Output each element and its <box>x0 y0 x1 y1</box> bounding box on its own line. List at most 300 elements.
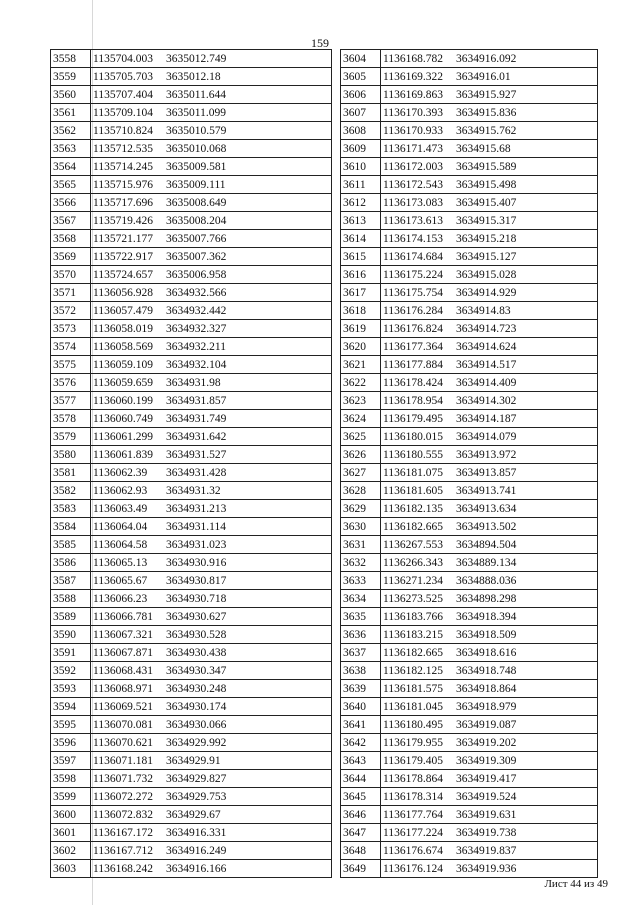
point-coordinates <box>381 788 598 806</box>
point-coordinates <box>381 572 598 590</box>
coordinate-y: 3634930.248 <box>166 682 227 695</box>
coordinate-x: 1136178.424 <box>383 376 443 389</box>
coordinate-y: 3634914.079 <box>456 430 517 443</box>
coordinate-x: 1136057.479 <box>93 304 153 317</box>
table-row <box>51 104 332 122</box>
coordinate-x: 1136178.864 <box>383 772 443 785</box>
point-coordinates <box>381 212 598 230</box>
table-row <box>51 716 332 734</box>
point-number: 3641 <box>341 716 381 734</box>
table-row <box>341 842 598 860</box>
coordinate-x: 1136181.605 <box>383 484 443 497</box>
coordinate-y: 3635012.18 <box>166 70 221 83</box>
point-number: 3588 <box>51 590 91 608</box>
table-row <box>341 734 598 752</box>
coordinate-x: 1136176.124 <box>383 862 443 875</box>
point-coordinates <box>381 482 598 500</box>
coordinate-y: 3634919.936 <box>456 862 517 875</box>
coordinate-y: 3634930.174 <box>166 700 227 713</box>
point-number: 3642 <box>341 734 381 752</box>
point-coordinates <box>91 446 332 464</box>
point-number: 3610 <box>341 158 381 176</box>
coordinate-x: 1136182.135 <box>383 502 443 515</box>
coordinate-x: 1136065.13 <box>93 556 148 569</box>
point-coordinates <box>381 176 598 194</box>
point-number: 3637 <box>341 644 381 662</box>
table-row <box>341 140 598 158</box>
point-number: 3617 <box>341 284 381 302</box>
coordinate-y: 3634930.916 <box>166 556 227 569</box>
coordinate-x: 1135704.003 <box>93 52 153 65</box>
coordinate-y: 3634929.992 <box>166 736 227 749</box>
point-number: 3609 <box>341 140 381 158</box>
point-coordinates <box>91 140 332 158</box>
point-coordinates <box>91 824 332 842</box>
coordinate-x: 1136065.67 <box>93 574 148 587</box>
point-coordinates <box>381 608 598 626</box>
point-coordinates <box>91 68 332 86</box>
point-coordinates <box>381 734 598 752</box>
coordinate-y: 3635008.204 <box>166 214 227 227</box>
point-number: 3606 <box>341 86 381 104</box>
coordinate-x: 1136180.015 <box>383 430 443 443</box>
sheet-counter: Лист 44 из 49 <box>544 878 608 890</box>
point-number: 3580 <box>51 446 91 464</box>
table-row <box>341 50 598 68</box>
point-number: 3648 <box>341 842 381 860</box>
table-row <box>341 410 598 428</box>
coordinate-y: 3634914.302 <box>456 394 517 407</box>
point-coordinates <box>91 644 332 662</box>
coordinate-y: 3634915.317 <box>456 214 517 227</box>
coordinate-y: 3634931.32 <box>166 484 221 497</box>
coordinate-y: 3634914.409 <box>456 376 517 389</box>
coordinate-x: 1136181.045 <box>383 700 443 713</box>
coordinate-x: 1136267.553 <box>383 538 443 551</box>
point-coordinates <box>91 266 332 284</box>
coordinate-x: 1136177.884 <box>383 358 443 371</box>
point-number: 3638 <box>341 662 381 680</box>
point-coordinates <box>91 464 332 482</box>
table-row <box>51 788 332 806</box>
point-coordinates <box>91 482 332 500</box>
point-coordinates <box>381 662 598 680</box>
point-number: 3583 <box>51 500 91 518</box>
coordinate-x: 1136168.782 <box>383 52 443 65</box>
table-row <box>51 392 332 410</box>
coordinate-y: 3634889.134 <box>456 556 517 569</box>
point-number: 3559 <box>51 68 91 86</box>
point-number: 3602 <box>51 842 91 860</box>
point-number: 3592 <box>51 662 91 680</box>
coordinate-x: 1135715.976 <box>93 178 153 191</box>
table-row <box>51 50 332 68</box>
table-row <box>51 140 332 158</box>
table-row <box>341 752 598 770</box>
point-coordinates <box>381 230 598 248</box>
point-number: 3603 <box>51 860 91 878</box>
coordinate-x: 1136070.621 <box>93 736 153 749</box>
point-number: 3605 <box>341 68 381 86</box>
table-row <box>51 248 332 266</box>
point-number: 3643 <box>341 752 381 770</box>
table-row <box>51 644 332 662</box>
point-number: 3562 <box>51 122 91 140</box>
coordinate-y: 3634913.634 <box>456 502 517 515</box>
coordinate-x: 1136176.824 <box>383 322 443 335</box>
point-number: 3585 <box>51 536 91 554</box>
coordinate-y: 3634898.298 <box>456 592 517 605</box>
point-coordinates <box>381 392 598 410</box>
point-number: 3633 <box>341 572 381 590</box>
coordinate-y: 3634915.498 <box>456 178 517 191</box>
table-row <box>51 680 332 698</box>
point-number: 3625 <box>341 428 381 446</box>
coordinate-x: 1136273.525 <box>383 592 443 605</box>
table-row <box>51 212 332 230</box>
table-row <box>341 248 598 266</box>
coordinate-x: 1136180.555 <box>383 448 443 461</box>
coordinate-y: 3634914.723 <box>456 322 517 335</box>
coordinate-y: 3634915.028 <box>456 268 517 281</box>
point-number: 3576 <box>51 374 91 392</box>
table-row <box>341 104 598 122</box>
table-row <box>341 680 598 698</box>
point-number: 3568 <box>51 230 91 248</box>
coordinate-x: 1136064.04 <box>93 520 148 533</box>
point-number: 3645 <box>341 788 381 806</box>
coordinate-y: 3634919.087 <box>456 718 517 731</box>
coordinate-y: 3634915.589 <box>456 160 517 173</box>
point-number: 3577 <box>51 392 91 410</box>
table-row <box>51 266 332 284</box>
point-number: 3631 <box>341 536 381 554</box>
point-coordinates <box>91 212 332 230</box>
table-row <box>51 608 332 626</box>
point-number: 3632 <box>341 554 381 572</box>
coordinate-x: 1136177.364 <box>383 340 443 353</box>
point-number: 3586 <box>51 554 91 572</box>
table-row <box>341 356 598 374</box>
table-row <box>51 176 332 194</box>
point-coordinates <box>91 770 332 788</box>
coordinate-y: 3634914.83 <box>456 304 511 317</box>
coordinate-x: 1135709.104 <box>93 106 153 119</box>
point-coordinates <box>381 554 598 572</box>
point-number: 3566 <box>51 194 91 212</box>
coordinate-y: 3634915.927 <box>456 88 517 101</box>
table-row <box>51 734 332 752</box>
point-number: 3646 <box>341 806 381 824</box>
coordinate-x: 1136070.081 <box>93 718 153 731</box>
point-coordinates <box>381 500 598 518</box>
coordinate-y: 3634932.327 <box>166 322 227 335</box>
point-number: 3647 <box>341 824 381 842</box>
coordinate-y: 3635011.644 <box>166 88 226 101</box>
point-number: 3635 <box>341 608 381 626</box>
point-coordinates <box>91 608 332 626</box>
coordinate-y: 3634930.817 <box>166 574 227 587</box>
table-row <box>51 752 332 770</box>
table-row <box>51 860 332 878</box>
table-row <box>341 482 598 500</box>
coordinates-table-right <box>340 49 598 878</box>
point-number: 3589 <box>51 608 91 626</box>
point-coordinates <box>91 302 332 320</box>
coordinate-y: 3634915.836 <box>456 106 517 119</box>
coordinates-table-left-body <box>51 50 332 878</box>
coordinate-y: 3634913.741 <box>456 484 517 497</box>
point-coordinates <box>91 842 332 860</box>
point-number: 3591 <box>51 644 91 662</box>
point-coordinates <box>91 374 332 392</box>
coordinate-y: 3634918.864 <box>456 682 517 695</box>
coordinate-x: 1136172.003 <box>383 160 443 173</box>
coordinate-y: 3634931.023 <box>166 538 227 551</box>
table-row <box>51 446 332 464</box>
coordinate-y: 3634919.631 <box>456 808 517 821</box>
point-coordinates <box>91 248 332 266</box>
point-number: 3600 <box>51 806 91 824</box>
point-coordinates <box>381 428 598 446</box>
point-coordinates <box>381 374 598 392</box>
table-row <box>341 860 598 878</box>
point-number: 3575 <box>51 356 91 374</box>
point-coordinates <box>381 122 598 140</box>
table-row <box>341 212 598 230</box>
coordinate-y: 3634932.566 <box>166 286 227 299</box>
table-row <box>341 608 598 626</box>
coordinate-x: 1135724.657 <box>93 268 153 281</box>
coordinate-x: 1136066.23 <box>93 592 148 605</box>
coordinate-x: 1136183.766 <box>383 610 443 623</box>
point-number: 3564 <box>51 158 91 176</box>
point-number: 3567 <box>51 212 91 230</box>
table-row <box>341 824 598 842</box>
table-row <box>341 122 598 140</box>
coordinate-x: 1136061.299 <box>93 430 153 443</box>
point-number: 3582 <box>51 482 91 500</box>
coordinate-x: 1136072.832 <box>93 808 153 821</box>
point-number: 3581 <box>51 464 91 482</box>
table-row <box>51 194 332 212</box>
point-coordinates <box>91 284 332 302</box>
coordinate-x: 1136169.863 <box>383 88 443 101</box>
table-row <box>341 338 598 356</box>
coordinate-x: 1136068.971 <box>93 682 153 695</box>
point-coordinates <box>381 716 598 734</box>
point-coordinates <box>91 356 332 374</box>
coordinate-x: 1136171.473 <box>383 142 443 155</box>
table-row <box>341 806 598 824</box>
coordinate-y: 3634931.428 <box>166 466 227 479</box>
coordinate-x: 1136064.58 <box>93 538 148 551</box>
point-coordinates <box>381 194 598 212</box>
point-number: 3594 <box>51 698 91 716</box>
point-coordinates <box>381 248 598 266</box>
coordinate-y: 3634931.114 <box>166 520 226 533</box>
table-row <box>341 554 598 572</box>
point-number: 3578 <box>51 410 91 428</box>
coordinate-y: 3634931.527 <box>166 448 227 461</box>
table-row <box>341 536 598 554</box>
coordinate-x: 1136266.343 <box>383 556 443 569</box>
coordinate-y: 3634930.718 <box>166 592 227 605</box>
point-coordinates <box>91 734 332 752</box>
point-number: 3627 <box>341 464 381 482</box>
coordinate-y: 3635010.579 <box>166 124 227 137</box>
table-row <box>51 662 332 680</box>
coordinate-x: 1136060.199 <box>93 394 153 407</box>
coordinate-x: 1136167.712 <box>93 844 153 857</box>
point-coordinates <box>91 50 332 68</box>
point-coordinates <box>381 338 598 356</box>
table-row <box>341 68 598 86</box>
table-row <box>341 230 598 248</box>
coordinate-x: 1136271.234 <box>383 574 443 587</box>
coordinate-x: 1136181.575 <box>383 682 443 695</box>
table-row <box>341 500 598 518</box>
point-coordinates <box>91 590 332 608</box>
coordinate-y: 3634931.749 <box>166 412 227 425</box>
point-number: 3596 <box>51 734 91 752</box>
point-coordinates <box>91 194 332 212</box>
coordinate-x: 1136058.019 <box>93 322 153 335</box>
table-row <box>51 806 332 824</box>
coordinate-y: 3635007.362 <box>166 250 227 263</box>
point-number: 3573 <box>51 320 91 338</box>
coordinate-y: 3634913.857 <box>456 466 517 479</box>
coordinate-x: 1136182.125 <box>383 664 443 677</box>
point-coordinates <box>91 626 332 644</box>
coordinate-x: 1136174.684 <box>383 250 443 263</box>
point-coordinates <box>381 356 598 374</box>
point-coordinates <box>91 410 332 428</box>
point-coordinates <box>381 68 598 86</box>
coordinate-y: 3634916.249 <box>166 844 227 857</box>
point-number: 3607 <box>341 104 381 122</box>
table-row <box>341 428 598 446</box>
coordinate-x: 1136173.083 <box>383 196 443 209</box>
table-row <box>51 770 332 788</box>
coordinate-x: 1136068.431 <box>93 664 153 677</box>
point-coordinates <box>91 338 332 356</box>
coordinate-y: 3634918.616 <box>456 646 517 659</box>
coordinate-y: 3634916.01 <box>456 70 511 83</box>
point-number: 3620 <box>341 338 381 356</box>
point-number: 3623 <box>341 392 381 410</box>
coordinate-y: 3635009.111 <box>166 178 226 191</box>
point-number: 3595 <box>51 716 91 734</box>
point-coordinates <box>91 536 332 554</box>
coordinate-x: 1135714.245 <box>93 160 153 173</box>
point-coordinates <box>91 86 332 104</box>
table-row <box>341 320 598 338</box>
table-row <box>341 284 598 302</box>
table-row <box>51 338 332 356</box>
coordinates-table-left <box>50 49 332 878</box>
point-coordinates <box>91 860 332 878</box>
table-row <box>341 716 598 734</box>
table-row <box>51 356 332 374</box>
point-coordinates <box>381 698 598 716</box>
point-number: 3613 <box>341 212 381 230</box>
coordinate-y: 3634916.331 <box>166 826 227 839</box>
point-number: 3640 <box>341 698 381 716</box>
coordinate-x: 1136174.153 <box>383 232 443 245</box>
table-row <box>51 500 332 518</box>
point-number: 3579 <box>51 428 91 446</box>
coordinate-x: 1136170.393 <box>383 106 443 119</box>
coordinate-x: 1136180.495 <box>383 718 443 731</box>
point-coordinates <box>91 230 332 248</box>
coordinate-y: 3634929.67 <box>166 808 221 821</box>
coordinate-x: 1136067.871 <box>93 646 153 659</box>
coordinate-y: 3634915.218 <box>456 232 517 245</box>
point-number: 3636 <box>341 626 381 644</box>
point-coordinates <box>91 716 332 734</box>
point-coordinates <box>381 824 598 842</box>
point-coordinates <box>381 536 598 554</box>
coordinate-y: 3634888.036 <box>456 574 517 587</box>
point-number: 3574 <box>51 338 91 356</box>
point-number: 3649 <box>341 860 381 878</box>
coordinate-x: 1136072.272 <box>93 790 153 803</box>
table-row <box>51 320 332 338</box>
coordinate-y: 3634919.524 <box>456 790 517 803</box>
coordinate-x: 1136179.495 <box>383 412 443 425</box>
coordinate-x: 1136067.321 <box>93 628 153 641</box>
point-coordinates <box>381 806 598 824</box>
coordinate-y: 3635006.958 <box>166 268 227 281</box>
point-coordinates <box>381 284 598 302</box>
coordinate-y: 3634931.857 <box>166 394 227 407</box>
table-row <box>51 374 332 392</box>
coordinate-y: 3635010.068 <box>166 142 227 155</box>
table-row <box>51 518 332 536</box>
coordinate-y: 3634931.642 <box>166 430 227 443</box>
coordinate-x: 1136178.954 <box>383 394 443 407</box>
table-row <box>341 590 598 608</box>
coordinate-y: 3634915.762 <box>456 124 517 137</box>
coordinate-x: 1136061.839 <box>93 448 153 461</box>
coordinate-x: 1136172.543 <box>383 178 443 191</box>
point-number: 3615 <box>341 248 381 266</box>
point-number: 3611 <box>341 176 381 194</box>
coordinate-y: 3634918.394 <box>456 610 517 623</box>
point-coordinates <box>91 806 332 824</box>
coordinate-y: 3634913.972 <box>456 448 517 461</box>
table-row <box>51 572 332 590</box>
table-row <box>341 698 598 716</box>
coordinate-y: 3635008.649 <box>166 196 227 209</box>
table-row <box>51 464 332 482</box>
point-number: 3601 <box>51 824 91 842</box>
point-number: 3599 <box>51 788 91 806</box>
point-coordinates <box>381 590 598 608</box>
coordinate-y: 3634915.68 <box>456 142 511 155</box>
coordinate-x: 1136176.674 <box>383 844 443 857</box>
coordinate-x: 1136071.732 <box>93 772 153 785</box>
point-number: 3572 <box>51 302 91 320</box>
point-coordinates <box>381 140 598 158</box>
coordinate-y: 3634929.753 <box>166 790 227 803</box>
coordinate-y: 3635007.766 <box>166 232 227 245</box>
coordinate-y: 3634916.166 <box>166 862 227 875</box>
coordinate-x: 1136062.39 <box>93 466 148 479</box>
point-coordinates <box>91 122 332 140</box>
point-number: 3619 <box>341 320 381 338</box>
